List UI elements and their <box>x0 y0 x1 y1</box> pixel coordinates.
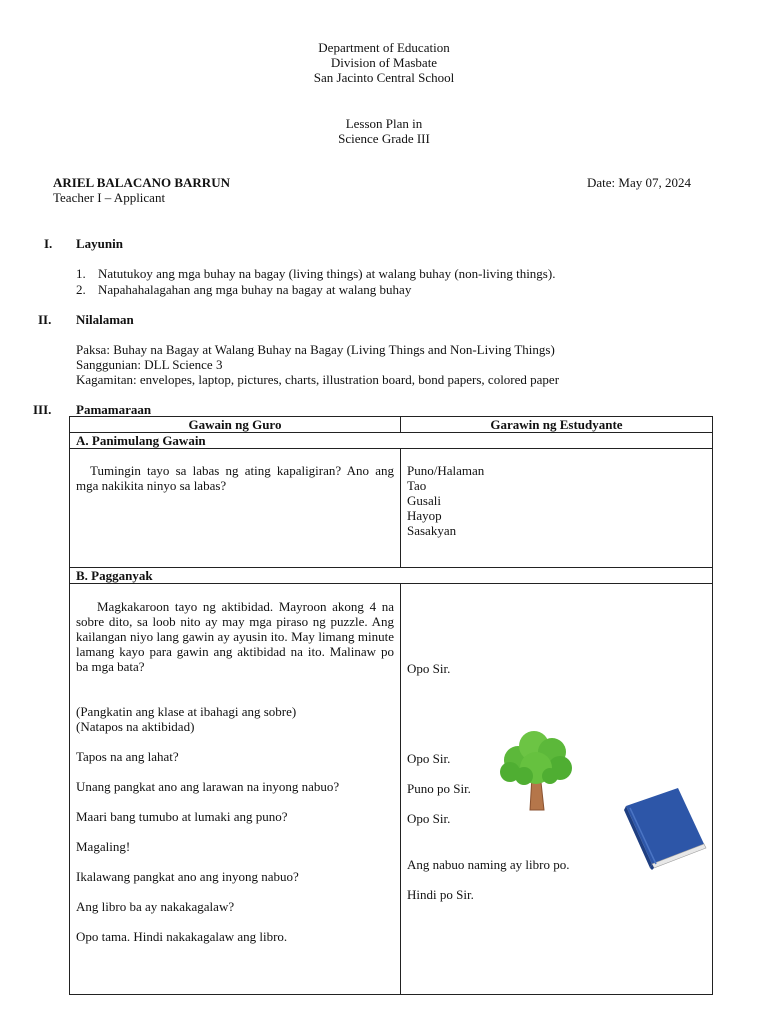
part-b-teacher-cell <box>70 584 401 995</box>
teacher-line: Magaling! <box>76 839 131 854</box>
lesson-title <box>0 116 768 146</box>
teacher-line: Opo tama. Hindi nakakagalaw ang libro. <box>76 929 288 944</box>
lesson-date: Date: May 07, 2024 <box>587 175 691 190</box>
teacher-name: ARIEL BALACANO BARRUN <box>53 175 230 190</box>
content-reference: Sanggunian: DLL Science 3 <box>76 357 223 372</box>
part-a-teacher-text: Tumingin tayo sa labas ng ating kapaligiran? Ano ang mga nakikita ninyo sa labas? <box>76 463 394 493</box>
list-item: Gusali <box>407 493 441 508</box>
part-b-teacher-intro: Magkakaroon tayo ng aktibidad. Mayroon akong 4 na sobre dito, sa loob nito ay may mga piraso ng puzzle. Ang kailangan niyo lang gawin ay ayusin ito. May limang minute lamang kayo para gawin ang aktibidad na ito. Malinaw po ba mga bata? <box>76 599 394 674</box>
teacher-role: Teacher I – Applicant <box>53 190 166 205</box>
part-a-label: A. Panimulang Gawain <box>70 433 713 449</box>
teacher-line: Ang libro ba ay nakakagalaw? <box>76 899 235 914</box>
teacher-line: (Pangkatin ang klase at ibahagi ang sobre) <box>76 704 297 719</box>
part-b-content-row <box>70 584 713 995</box>
part-b-label: B. Pagganyak <box>70 568 713 584</box>
column-header-student: Garawin ng Estudyante <box>401 417 713 433</box>
student-line: Ang nabuo naming ay libro po. <box>407 857 570 872</box>
list-item: Hayop <box>407 508 442 523</box>
list-item: Sasakyan <box>407 523 457 538</box>
student-line: Opo Sir. <box>407 811 451 826</box>
part-b-row <box>70 568 713 584</box>
part-a-student-cell <box>401 449 713 568</box>
teacher-line: Unang pangkat ano ang larawan na inyong nabuo? <box>76 779 340 794</box>
header-line-school: San Jacinto Central School <box>313 70 455 85</box>
list-item: Puno/Halaman <box>407 463 485 478</box>
list-item: Tao <box>407 478 427 493</box>
table-header-row <box>70 417 713 433</box>
student-line: Puno po Sir. <box>407 781 471 796</box>
section-2-heading: Nilalaman <box>76 312 134 327</box>
section-1-heading: Layunin <box>76 236 123 251</box>
objective-1-num: 1. <box>76 266 86 281</box>
content-materials: Kagamitan: envelopes, laptop, pictures, charts, illustration board, bond papers, colored paper <box>76 372 560 387</box>
objective-2-text: Napahahalagahan ang mga buhay na bagay at walang buhay <box>98 282 412 297</box>
part-a-row <box>70 433 713 449</box>
header-line-division: Division of Masbate <box>330 55 438 70</box>
section-3-numeral: III. <box>33 402 52 417</box>
title-line-2: Science Grade III <box>338 131 430 146</box>
student-line: Opo Sir. <box>407 751 451 766</box>
content-topic: Paksa: Buhay na Bagay at Walang Buhay na Bagay (Living Things and Non-Living Things) <box>76 342 555 357</box>
header-line-department: Department of Education <box>318 40 450 55</box>
book-icon <box>620 784 708 870</box>
objective-1-text: Natutukoy ang mga buhay na bagay (living things) at walang buhay (non-living things). <box>98 266 556 281</box>
teacher-line: (Natapos na aktibidad) <box>76 719 195 734</box>
tree-icon <box>496 730 578 812</box>
teacher-line: Ikalawang pangkat ano ang inyong nabuo? <box>76 869 299 884</box>
school-header <box>0 40 768 85</box>
teacher-line: Tapos na ang lahat? <box>76 749 179 764</box>
column-header-teacher: Gawain ng Guro <box>70 417 401 433</box>
procedure-table <box>69 416 713 995</box>
section-2-numeral: II. <box>38 312 52 327</box>
teacher-line: Maari bang tumubo at lumaki ang puno? <box>76 809 288 824</box>
section-1-numeral: I. <box>44 236 53 251</box>
student-line: Hindi po Sir. <box>407 887 474 902</box>
title-line-1: Lesson Plan in <box>345 116 423 131</box>
part-a-content-row <box>70 449 713 568</box>
part-a-teacher-cell <box>70 449 401 568</box>
section-3-heading: Pamamaraan <box>76 402 152 417</box>
objective-2-num: 2. <box>76 282 86 297</box>
student-line: Opo Sir. <box>407 661 451 676</box>
